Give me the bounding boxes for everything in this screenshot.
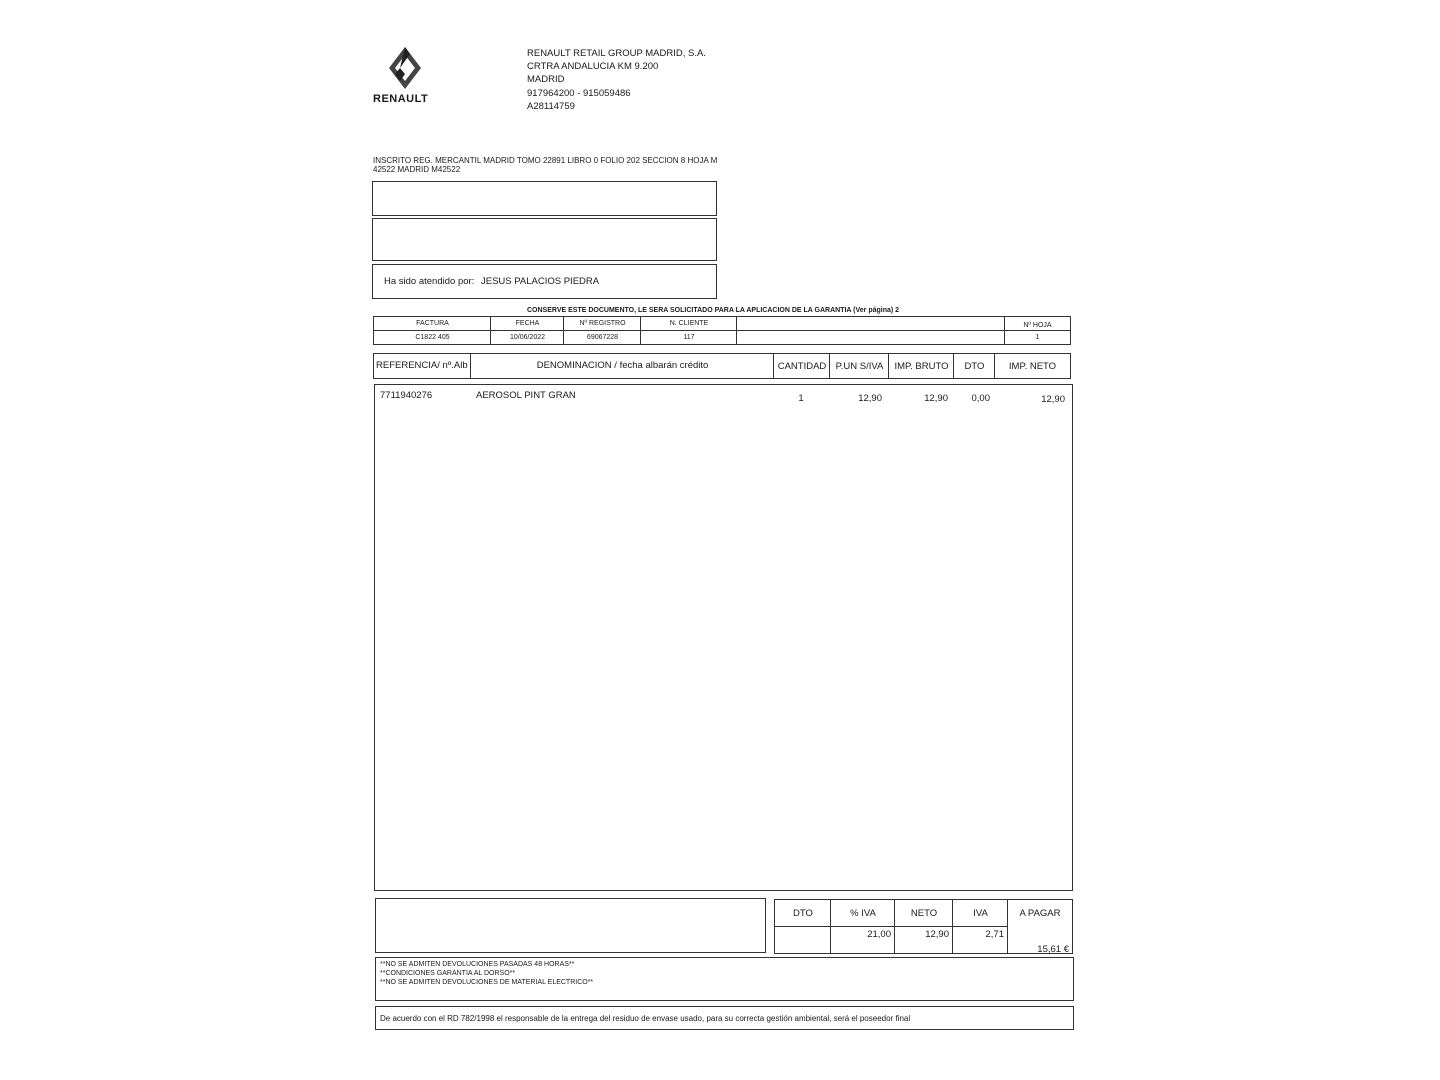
registry-line-1: INSCRITO REG. MERCANTIL MADRID TOMO 22891 LIBRO 0 FOLIO 202 SECCION 8 HOJA M [373, 156, 718, 165]
company-cif: A28114759 [527, 101, 575, 112]
item-bruto: 12,90 [924, 393, 948, 404]
totals-label-dto: DTO [793, 908, 813, 919]
attended-box [372, 264, 717, 299]
label-fecha: FECHA [515, 320, 540, 327]
company-phones: 917964200 - 915059486 [527, 88, 631, 99]
totals-table [774, 899, 1073, 954]
company-city: MADRID [527, 74, 565, 85]
footer-note-box [375, 1006, 1074, 1030]
item-precio: 12,90 [858, 393, 882, 404]
item-dto: 0,00 [971, 393, 990, 404]
label-cliente: N. CLIENTE [669, 320, 709, 327]
item-cantidad: 1 [798, 393, 804, 404]
label-registro: Nº REGISTRO [579, 320, 626, 327]
totals-value-neto: 12,90 [925, 929, 949, 940]
value-hoja: 1 [1035, 334, 1040, 341]
col-referencia: REFERENCIA/ nº.Alb [376, 360, 468, 371]
col-cantidad: CANTIDAD [777, 361, 827, 372]
col-dto: DTO [964, 361, 985, 372]
totals-label-neto: NETO [910, 908, 938, 919]
value-fecha: 10/06/2022 [509, 334, 546, 341]
totals-label-iva: IVA [973, 908, 988, 919]
totals-value-iva-pct: 21,00 [867, 929, 891, 940]
condition-line: **NO SE ADMITEN DEVOLUCIONES PASADAS 48 HORAS** [380, 961, 575, 968]
condition-line: **NO SE ADMITEN DEVOLUCIONES DE MATERIAL ELECTRICO** [380, 979, 594, 986]
item-neto: 12,90 [1041, 394, 1065, 405]
condition-line: **CONDICIONES GARANTIA AL DORSO** [380, 970, 516, 977]
company-name: RENAULT RETAIL GROUP MADRID, S.A. [527, 48, 706, 59]
totals-label-pagar: A PAGAR [1019, 908, 1061, 919]
label-factura: FACTURA [416, 320, 449, 327]
value-registro: 69067228 [586, 334, 619, 341]
attended-name: JESUS PALACIOS PIEDRA [481, 276, 600, 287]
item-denominacion: AEROSOL PINT GRAN [476, 390, 576, 401]
item-referencia: 7711940276 [380, 390, 433, 401]
notes-box [375, 898, 766, 953]
company-address: CRTRA ANDALUCIA KM 9.200 [527, 61, 659, 72]
items-body [374, 384, 1073, 891]
totals-label-iva-pct: % IVA [850, 908, 876, 919]
footer-note: De acuerdo con el RD 782/1998 el responsable de la entrega del residuo de envase usado, para su correcta gestión ambiental, será el poseedor final [380, 1014, 911, 1023]
value-factura: C1822 405 [415, 334, 450, 341]
customer-box-2 [372, 218, 717, 261]
guarantee-notice: CONSERVE ESTE DOCUMENTO, LE SERA SOLICITADO PARA LA APLICACION DE LA GARANTIA (Ver página) 2 [527, 307, 900, 314]
registry-line-2: 42522 MADRID M42522 [373, 165, 461, 174]
col-bruto: IMP. BRUTO [894, 361, 949, 372]
items-header-row [373, 353, 1071, 379]
value-cliente: 117 [683, 334, 695, 341]
totals-value-pagar: 15,61 € [1037, 944, 1069, 955]
conditions-box [375, 957, 1074, 1001]
invoice-header-table [373, 316, 1071, 345]
attended-label: Ha sido atendido por: [384, 276, 475, 287]
table-row [375, 391, 1072, 403]
brand-name: RENAULT [373, 93, 429, 105]
renault-logo-icon [388, 46, 422, 90]
totals-value-iva: 2,71 [985, 929, 1004, 940]
customer-box-1 [372, 181, 717, 216]
col-neto: IMP. NETO [1008, 361, 1057, 372]
col-precio: P.UN S/IVA [835, 361, 884, 372]
label-hoja: Nº HOJA [1023, 322, 1052, 329]
col-denominacion: DENOMINACION / fecha albarán crédito [536, 360, 709, 371]
